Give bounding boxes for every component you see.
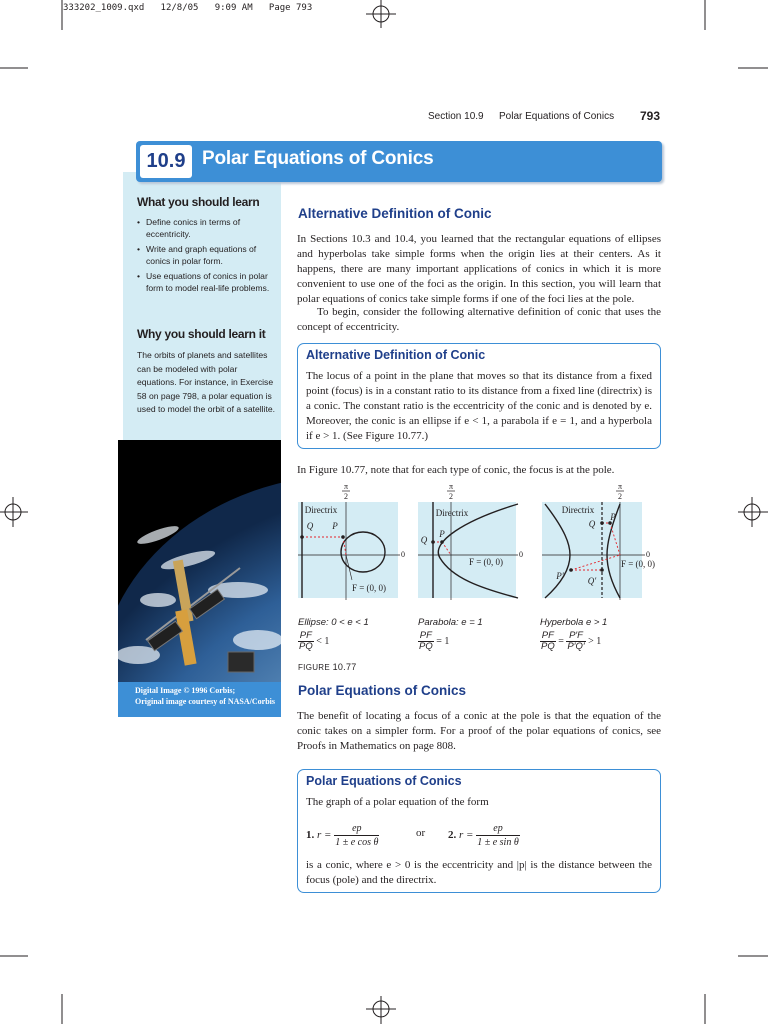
ratio-denominator: PQ	[299, 641, 313, 652]
equation-lhs: r =	[317, 829, 332, 842]
learn-list	[137, 216, 277, 297]
pi-label: π	[617, 482, 623, 491]
photo-credit-line: Digital Image © 1996 Corbis;	[135, 686, 236, 695]
axis-zero-label: 0	[519, 550, 523, 559]
learn-item: • Use equations of conics in polar form to model real-life problems.	[137, 270, 277, 294]
polar-equation-2	[448, 822, 520, 849]
figure-10-77	[290, 480, 665, 610]
equation-denominator: 1 ± e sin θ	[477, 837, 519, 848]
pi-label: π	[343, 482, 349, 491]
pi-label: 2	[618, 492, 622, 501]
ratio-relation: < 1	[316, 635, 330, 647]
alt-def-heading: Alternative Definition of Conic	[298, 206, 492, 221]
point-q-label: Q	[588, 519, 596, 529]
polar-equations-box	[297, 769, 661, 893]
section-number: 10.9	[140, 145, 192, 178]
pi-label: 2	[449, 492, 453, 501]
polar-paragraph: The benefit of locating a focus of a conic at the pole is that the equation of the conic takes on a simpler form. For a proof of the polar equations of conics, see Proofs in Mathematics on page 808.	[297, 710, 661, 752]
definition-box-text: The locus of a point in the plane that moves so that its distance from a fixed point (focus) is in a constant ratio to its distance from a fixed line (directrix) is a conic. The constant ratio is the eccentricity of the conic and is denoted by e. Moreover, the conic is an ellipse if e < 1, a parabola if e = 1, and a hyperbola if e > 1. (See Figure 10.77.)	[306, 370, 652, 442]
or-word: or	[416, 827, 426, 839]
ellipse-caption-text: Ellipse: 0 < e < 1	[298, 617, 369, 628]
satellite-photo	[118, 440, 281, 682]
hyperbola-caption-text: Hyperbola e > 1	[540, 617, 608, 628]
point-p-prime-label: P′	[556, 571, 564, 581]
focus-label: F = (0, 0)	[351, 583, 387, 593]
ratio-relation: = 1	[436, 635, 450, 647]
point-p-label: P	[439, 529, 445, 539]
ratio-numerator: PF	[299, 630, 312, 641]
learn-item: • Define conics in terms of eccentricity.	[137, 216, 277, 240]
focus-label: F = (0, 0)	[620, 559, 656, 569]
polar-equation-1	[306, 822, 379, 849]
ellipse-ratio	[298, 631, 329, 652]
pi-label: 2	[344, 492, 348, 501]
page-number: 793	[640, 109, 661, 123]
parabola-caption-text: Parabola: e = 1	[418, 617, 483, 628]
sidebar	[123, 172, 281, 440]
ratio-relation: =	[558, 635, 564, 647]
why-heading: Why you should learn it	[137, 327, 266, 341]
point-p-label: P	[610, 512, 616, 522]
print-slug: 333202_1009.qxd 12/8/05 9:09 AM Page 793	[63, 3, 313, 13]
definition-box	[297, 343, 661, 449]
axis-zero-label: 0	[646, 550, 650, 559]
equation-numerator: ep	[476, 822, 520, 836]
parabola-caption	[418, 617, 483, 628]
figure-label-number: 10.77	[332, 662, 357, 672]
photo-credit	[118, 682, 281, 717]
point-q-label: Q	[306, 521, 314, 531]
ratio-numerator: PF	[541, 630, 554, 641]
equation-numerator: ep	[334, 822, 379, 836]
hyperbola-ratio	[540, 631, 601, 652]
equation-number: 2.	[448, 829, 457, 842]
point-p-label: P	[332, 521, 338, 531]
running-head-section: Section 10.9	[428, 111, 484, 122]
axis-zero-label: 0	[401, 550, 405, 559]
photo-credit-line: Original image courtesy of NASA/Corbis	[135, 697, 275, 706]
polar-box-tail: is a conic, where e > 0 is the eccentricity and |p| is the distance between the focus (pole) and the directrix.	[306, 859, 652, 886]
why-text: The orbits of planets and satellites can be modeled with polar equations. For instance, in Exercise 58 on page 798, a polar equation is used to model the orbit of a satellite.	[137, 350, 276, 414]
pi-label: π	[448, 482, 454, 491]
section-title: Polar Equations of Conics	[202, 148, 434, 169]
directrix-label: Directrix	[435, 508, 469, 518]
running-head-title: Polar Equations of Conics	[499, 111, 615, 122]
figure-intro: In Figure 10.77, note that for each type of conic, the focus is at the pole.	[297, 464, 615, 476]
ellipse-caption	[298, 617, 369, 628]
equation-number: 1.	[306, 829, 315, 842]
figure-label	[298, 662, 357, 672]
ratio-denominator: PQ	[541, 641, 555, 652]
point-q-label: Q	[420, 535, 428, 545]
polar-box-title: Polar Equations of Conics	[306, 774, 462, 788]
point-q-prime-label: Q′	[587, 576, 597, 586]
definition-box-title: Alternative Definition of Conic	[306, 348, 486, 362]
ratio-numerator: P′F	[566, 631, 585, 642]
hyperbola-caption	[540, 617, 607, 628]
directrix-label: Directrix	[561, 505, 595, 515]
polar-equations-heading: Polar Equations of Conics	[298, 683, 467, 698]
learn-heading: What you should learn	[137, 195, 260, 209]
figure-label-word: FIGURE	[298, 663, 331, 672]
parabola-ratio	[418, 631, 449, 652]
ratio-numerator: PF	[419, 630, 432, 641]
directrix-label: Directrix	[304, 505, 338, 515]
intro-paragraph: In Sections 10.3 and 10.4, you learned that the rectangular equations of ellipses and hyperbolas take simple forms when the origin lies at their centers. As it happens, there are many important applications of conics in which it is more convenient to use one of the foci as the origin. In this section, you will learn that polar equations of conics take simple forms if one of the foci lies at the pole.	[297, 233, 661, 305]
learn-item: • Write and graph equations of conics in polar form.	[137, 243, 277, 267]
section-title-bar	[136, 141, 662, 182]
equation-denominator: 1 ± e cos θ	[335, 837, 379, 848]
intro-paragraph-2: To begin, consider the following alternative definition of conic that uses the concept of eccentricity.	[297, 306, 661, 333]
ratio-relation: > 1	[588, 635, 602, 647]
focus-label: F = (0, 0)	[468, 557, 504, 567]
equation-lhs: r =	[459, 829, 474, 842]
ratio-denominator: P′Q′	[567, 641, 585, 652]
ratio-denominator: PQ	[419, 641, 433, 652]
polar-box-lead: The graph of a polar equation of the form	[306, 796, 489, 808]
